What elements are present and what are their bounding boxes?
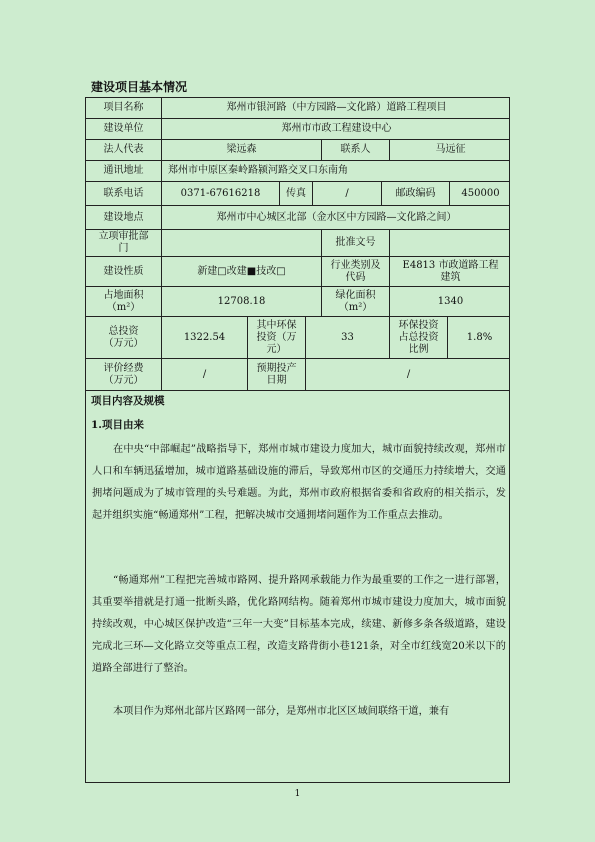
cell-label: 绿化面积（m²） [322,287,390,316]
cell-value: 郑州市市政工程建设中心 [281,123,392,134]
table-row [86,98,509,119]
basic-info-table [85,97,510,783]
cell-value: 1340 [437,295,464,307]
cell-value: 郑州市中原区秦岭路颍河路交叉口东南角 [168,165,348,176]
table-row [86,359,509,391]
cell-value: 1.8% [466,331,493,343]
table-row [86,140,509,161]
cell-value [162,230,322,256]
cell-value: / [313,182,382,205]
cell-label: 环保投资占总投资比例 [390,317,448,358]
cell-value: 郑州市银河路（中方园路—文化路）道路工程项目 [226,102,447,113]
page-title: 建设项目基本情况 [91,80,188,94]
table-row [86,287,509,317]
cell-label: 总投资（万元） [86,317,162,358]
paragraph-1: 在中央“中部崛起”战略指导下，郑州市城市建设力度加大，城市面貌持续改观，郑州市人口和车辆迅猛增加，城市道路基础设施的滞后，导致郑州市区的交通压力持续增大，交通拥堵问题成为了城市管理的头号难题。为此，郑州市政府根据省委和省政府的相关指示，发起并组织实施“畅通郑州”工程，把解决城市交通拥堵问题作为工作重点去推动。 [92,444,506,521]
cell-label: 立项审批部门 [86,230,162,256]
cell-value: / [162,359,248,390]
cell-label: 批准文号 [322,230,390,256]
table-row [86,257,509,287]
sub-title: 1.项目由来 [91,419,144,431]
cell-label: 评价经费（万元） [86,359,162,390]
cell-label: 联系人 [322,140,390,160]
cell-value: 郑州市中心城区北部（金水区中方园路—文化路之间） [216,211,457,223]
table-row [86,182,509,206]
cell-value: 450000 [461,187,500,199]
cell-label: 占地面积（m²） [86,287,162,316]
cell-value: 33 [306,317,390,358]
cell-label: 传真 [280,182,313,205]
table-row [86,161,509,182]
table-row [86,230,509,257]
cell-label: 其中环保投资（万元） [248,317,306,358]
cell-label: 行业类别及代码 [322,257,390,286]
section-title: 项目内容及规模 [91,395,165,407]
cell-value: 新建□改建■技改□ [162,257,322,286]
cell-value: 梁远森 [162,140,322,160]
cell-value: 0371-67616218 [162,182,280,205]
cell-label: 预期投产日期 [248,359,306,390]
table-row [86,206,509,230]
paragraph-2: “畅通郑州”工程把完善城市路网、提升路网承载能力作为最重要的工作之一进行部署，其重要举措就是打通一批断头路，优化路网结构。随着郑州市城市建设力度加大，城市面貌持续改观，中心城区保护改造“三年一大变”目标基本完成，续建、新修多条各级道路，建设完成北三环—文化路立交等重点工程，改造支路背街小巷121条，对全市红线宽20米以下的道路全部进行了整治。 [92,575,506,674]
cell-value: 12708.18 [162,287,322,316]
cell-label: 通讯地址 [86,161,162,181]
cell-label: 建设性质 [86,257,162,286]
cell-label: 项目名称 [86,98,162,118]
cell-label: 邮政编码 [382,182,450,205]
cell-label: 建设单位 [86,119,162,139]
cell-label: 联系电话 [86,182,162,205]
cell-label: 法人代表 [86,140,162,160]
project-content-section [86,391,509,784]
cell-value: / [406,368,411,380]
paragraph-3: 本项目作为郑州北部片区路网一部分，是郑州市北区区域间联络干道，兼有 [113,706,450,717]
cell-label: 建设地点 [86,206,162,229]
table-row [86,317,509,359]
cell-value: E4813 市政道路工程建筑 [402,259,499,283]
table-row [86,119,509,140]
page-number: 1 [294,789,301,799]
cell-value [390,230,511,256]
cell-value: 马远征 [435,144,466,155]
cell-value: 1322.54 [162,317,248,358]
